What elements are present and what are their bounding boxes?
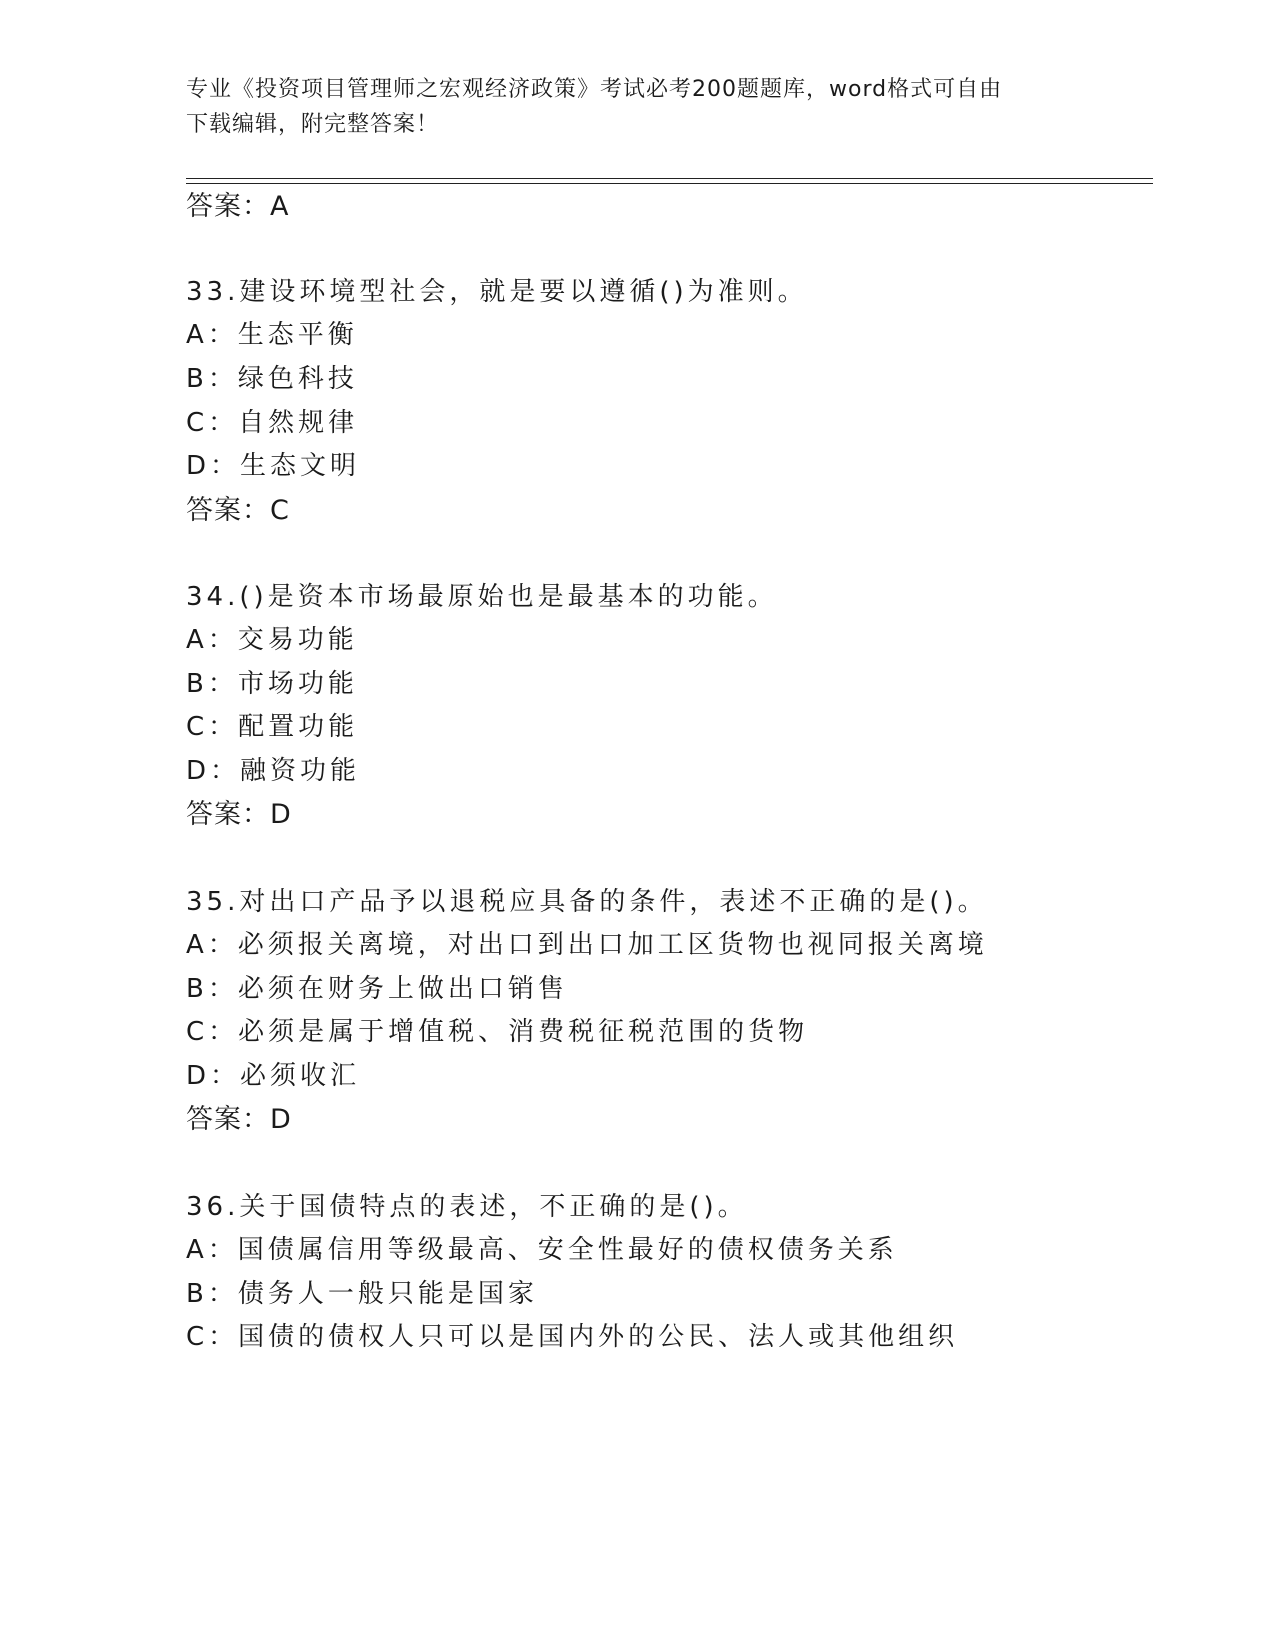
option-c: C：自然规律 xyxy=(186,408,359,438)
header-line-1: 专业《投资项目管理师之宏观经济政策》考试必考200题题库，word格式可自由 xyxy=(186,77,1003,102)
question-stem: 34.()是资本市场最原始也是最基本的功能。 xyxy=(186,582,778,612)
option-a: A：国债属信用等级最高、安全性最好的债权债务关系 xyxy=(186,1235,898,1265)
option-d: D：必须收汇 xyxy=(186,1061,361,1091)
option-d: D：生态文明 xyxy=(186,451,361,481)
question-stem: 35.对出口产品予以退税应具备的条件，表述不正确的是()。 xyxy=(186,887,988,917)
answer-line: 答案：C xyxy=(186,495,290,526)
option-b: B：债务人一般只能是国家 xyxy=(186,1279,538,1309)
answer-line: 答案：A xyxy=(186,191,290,222)
option-b: B：市场功能 xyxy=(186,669,358,699)
option-b: B：绿色科技 xyxy=(186,364,358,394)
option-a: A：必须报关离境，对出口到出口加工区货物也视同报关离境 xyxy=(186,930,988,960)
option-c: C：必须是属于增值税、消费税征税范围的货物 xyxy=(186,1017,809,1047)
question-stem: 36.关于国债特点的表述，不正确的是()。 xyxy=(186,1192,748,1222)
answer-line: 答案：D xyxy=(186,1104,292,1135)
option-b: B：必须在财务上做出口销售 xyxy=(186,974,568,1004)
answer-line: 答案：D xyxy=(186,799,292,830)
header-divider-top xyxy=(186,178,1153,179)
option-d: D：融资功能 xyxy=(186,756,361,786)
question-stem: 33.建设环境型社会，就是要以遵循()为准则。 xyxy=(186,277,808,307)
header-divider-bottom xyxy=(186,183,1153,184)
header-line-2: 下载编辑，附完整答案！ xyxy=(186,112,440,137)
option-c: C：国债的债权人只可以是国内外的公民、法人或其他组织 xyxy=(186,1322,959,1352)
document-header xyxy=(186,72,1066,142)
option-a: A：交易功能 xyxy=(186,625,358,655)
option-c: C：配置功能 xyxy=(186,712,359,742)
option-a: A：生态平衡 xyxy=(186,320,358,350)
